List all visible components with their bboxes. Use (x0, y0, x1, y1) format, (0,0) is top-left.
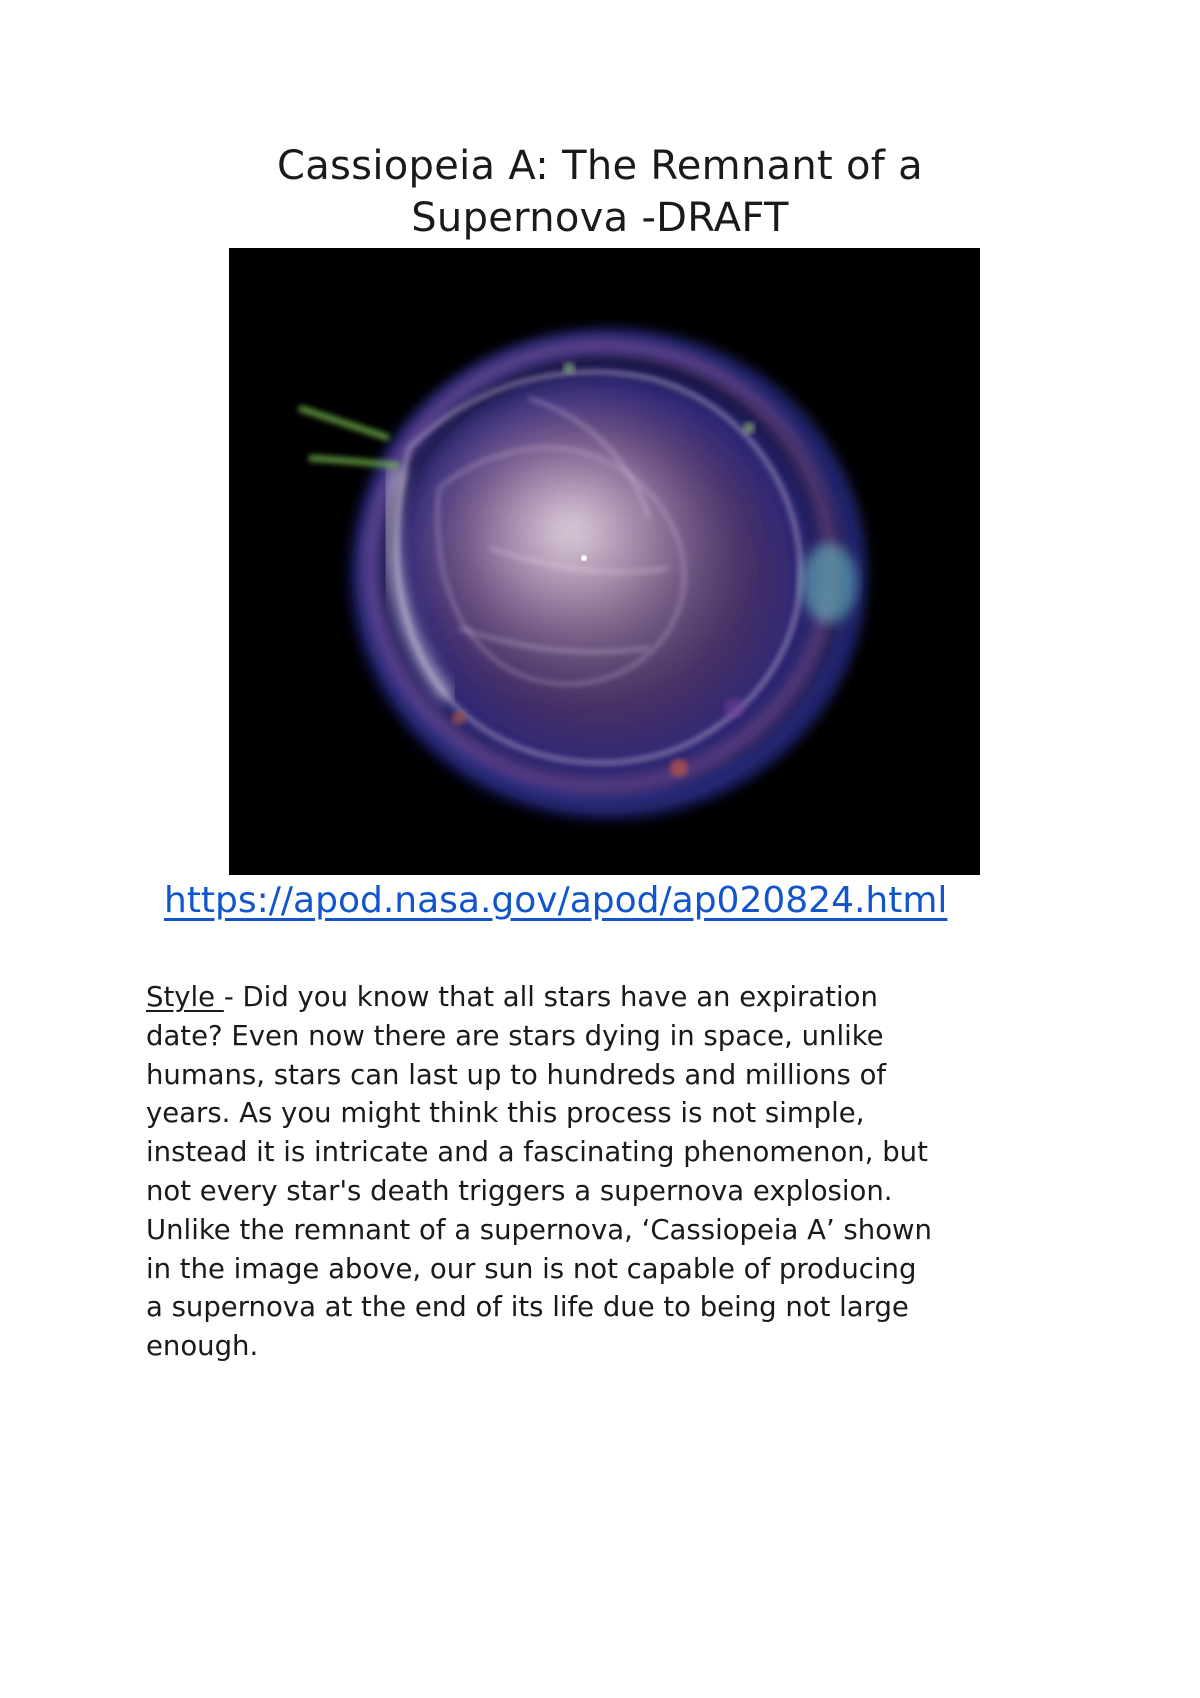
body-paragraph (146, 978, 1066, 1366)
title-line-1: Cassiopeia A: The Remnant of a (277, 143, 923, 189)
body-line: humans, stars can last up to hundreds and millions of (146, 1058, 887, 1091)
supernova-remnant-image (229, 248, 980, 875)
body-line: instead it is intricate and a fascinating phenomenon, but (146, 1136, 928, 1169)
body-line: years. As you might think this process is not simple, (146, 1097, 865, 1130)
body-line: a supernova at the end of its life due to being not large (146, 1291, 909, 1324)
page-title (0, 140, 1200, 244)
source-link[interactable]: https://apod.nasa.gov/apod/ap020824.html (164, 880, 948, 921)
style-separator: - (223, 981, 243, 1013)
body-line-1-text: Did you know that all stars have an expiration (242, 981, 878, 1013)
body-line: date? Even now there are stars dying in space, unlike (146, 1019, 884, 1052)
body-line: enough. (146, 1330, 259, 1363)
body-line: Unlike the remnant of a supernova, ‘Cassiopeia A’ shown (146, 1213, 932, 1246)
title-line-2: Supernova -DRAFT (411, 195, 789, 241)
body-line: not every star's death triggers a supernova explosion. (146, 1174, 893, 1207)
style-label: Style (146, 981, 224, 1013)
body-line-1 (146, 978, 1066, 1017)
body-line: in the image above, our sun is not capable of producing (146, 1252, 917, 1285)
